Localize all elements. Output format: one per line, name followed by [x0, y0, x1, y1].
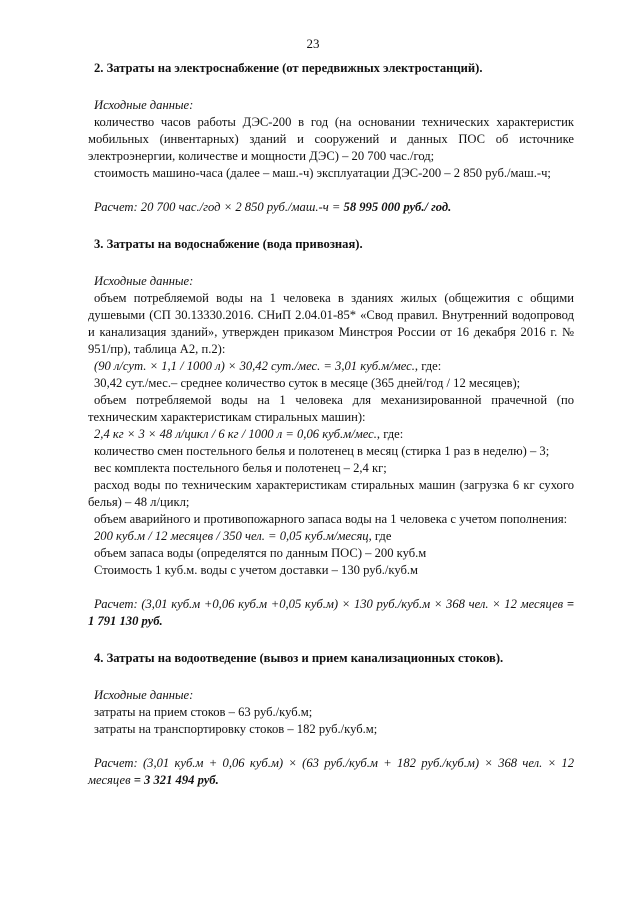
formula-expression: 2,4 кг × 3 × 48 л/цикл / 6 кг / 1000 л = 0,06 куб.м/мес.: [94, 427, 377, 441]
page-number: 23: [306, 36, 320, 51]
section-electricity: [88, 60, 574, 216]
days-per-month-text: 30,42 сут./мес.– среднее количество суток в месяце (365 дней/год / 12 месяцев);: [94, 376, 521, 390]
calc-result: = 3 321 494 руб.: [133, 773, 219, 787]
calc-expression: Расчет: (3,01 куб.м + 0,06 куб.м) × (63 руб./куб.м + 182 руб./куб.м) × 368 чел. × 12 месяцев: [88, 756, 574, 787]
electricity-calculation: [88, 199, 574, 216]
reserve-volume-text: объем запаса воды (определятся по данным ПОС) – 200 куб.м: [94, 546, 427, 560]
source-data-label: Исходные данные:: [94, 274, 194, 288]
calc-expression: Расчет: (3,01 куб.м +0,06 куб.м +0,05 куб.м) × 130 руб./куб.м × 368 чел. × 12 месяцев: [94, 597, 567, 611]
transport-cost-text: затраты на транспортировку стоков – 182 руб./куб.м;: [94, 722, 378, 736]
formula-suffix: , где:: [414, 359, 442, 373]
formula-expression: 200 куб.м / 12 месяцев / 350 чел. = 0,05 куб.м/месяц: [94, 529, 369, 543]
machine-hour-cost-text: стоимость машино-часа (далее – маш.-ч) эксплуатации ДЭС-200 – 2 850 руб./маш.-ч;: [94, 166, 551, 180]
reserve-water-text: объем аварийного и противопожарного запаса воды на 1 человека с учетом пополнения:: [94, 512, 568, 526]
drainage-calculation: [88, 755, 574, 789]
linen-weight-text: вес комплекта постельного белья и полотенец – 2,4 кг;: [94, 461, 387, 475]
water-consumption-text: объем потребляемой воды на 1 человека в зданиях жилых (общежития с общими душевыми (СП 30.13330.2016. СНиП 2.04.01-85* «Свод правил. Внутренний водопровод и канализация зданий», утвержден приказом Минстроя России от 16 декабря 2016 г. № 951/пр), таблица А2, п.2):: [88, 291, 574, 356]
section-heading-drainage: 4. Затраты на водоотведение (вывоз и прием канализационных стоков).: [94, 651, 504, 665]
formula-suffix: , где:: [376, 427, 404, 441]
water-supply-calculation: [88, 596, 574, 630]
water-cost-text: Стоимость 1 куб.м. воды с учетом доставки – 130 руб./куб.м: [94, 563, 418, 577]
formula-daily-water: [88, 358, 574, 375]
section-drainage: [88, 650, 574, 789]
source-data-label: Исходные данные:: [94, 98, 194, 112]
formula-reserve-water: [88, 528, 574, 545]
section-heading-electricity: 2. Затраты на электроснабжение (от передвижных электростанций).: [94, 61, 483, 75]
linen-changes-text: количество смен постельного белья и полотенец в месяц (стирка 1 раз в неделю) – 3;: [94, 444, 550, 458]
document-body: [88, 60, 574, 789]
calc-result: 58 995 000 руб./ год.: [343, 200, 452, 214]
source-data-label: Исходные данные:: [94, 688, 194, 702]
intake-cost-text: затраты на прием стоков – 63 руб./куб.м;: [94, 705, 313, 719]
calc-result: = 1 791 130 руб.: [88, 597, 574, 628]
section-heading-water-supply: 3. Затраты на водоснабжение (вода привозная).: [94, 237, 363, 251]
formula-expression: (90 л/сут. × 1,1 / 1000 л) × 30,42 сут./мес. = 3,01 куб.м/мес.: [94, 359, 415, 373]
calc-expression: Расчет: 20 700 час./год × 2 850 руб./маш.-ч =: [94, 200, 344, 214]
formula-laundry-water: [88, 426, 574, 443]
dges-hours-text: количество часов работы ДЭС-200 в год (на основании технических характеристик мобильных (инвентарных) зданий и сооружений и данных ПОС об источнике электроэнергии, количестве и мощности ДЭС) – 20 700 час./год;: [88, 115, 574, 163]
section-water-supply: [88, 236, 574, 630]
machine-water-text: расход воды по техническим характеристикам стиральных машин (загрузка 6 кг сухого белья) – 48 л/цикл;: [88, 478, 574, 509]
laundry-water-text: объем потребляемой воды на 1 человека для механизированной прачечной (по техническим характеристикам стиральных машин):: [88, 393, 574, 424]
formula-suffix: , где: [368, 529, 392, 543]
